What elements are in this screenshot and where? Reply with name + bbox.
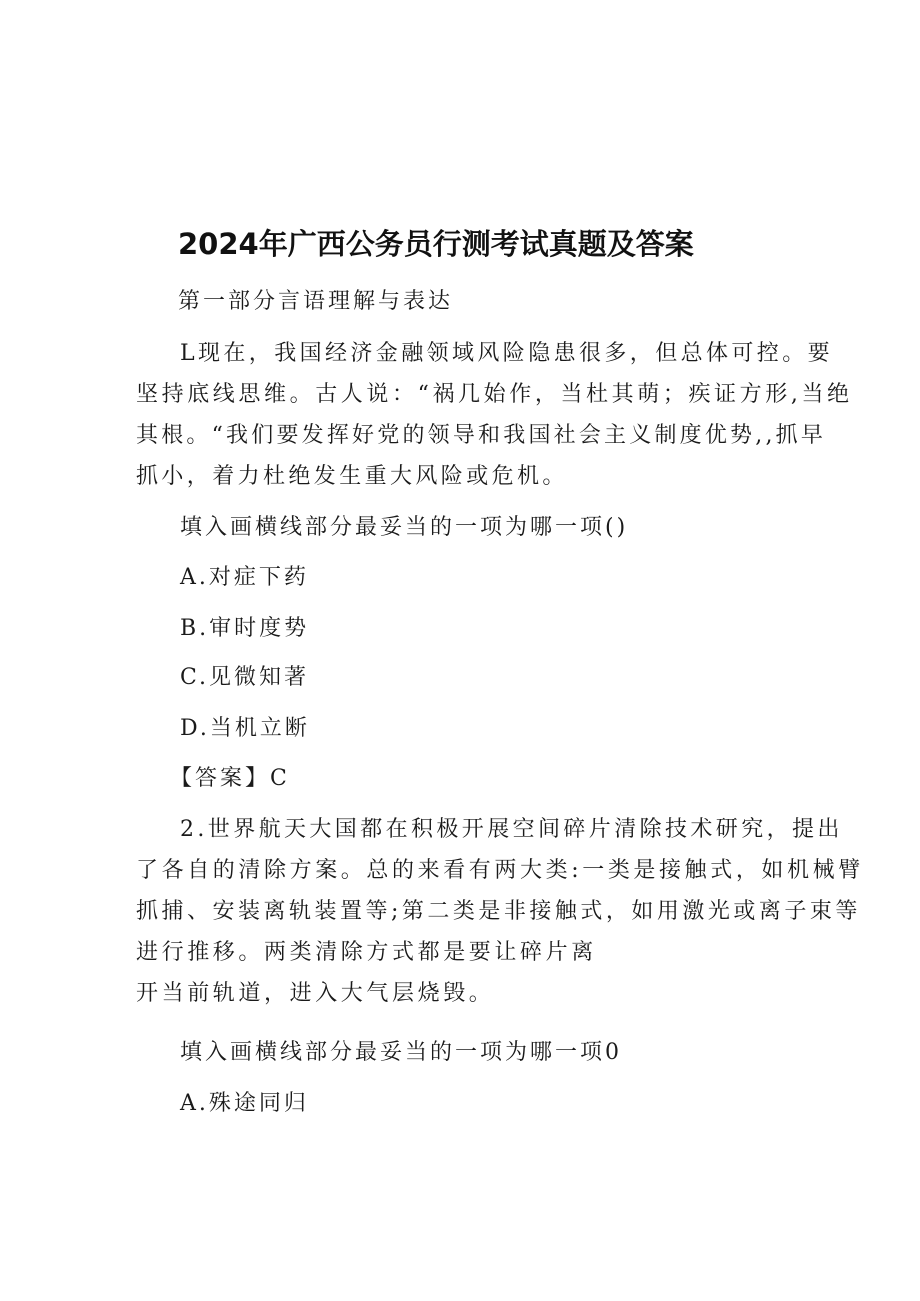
question1-option-c: C.见微知著 bbox=[180, 665, 310, 690]
question1-answer: 【答案】C bbox=[170, 766, 290, 791]
question1-prompt: 填入画横线部分最妥当的一项为哪一项() bbox=[180, 515, 629, 540]
question1-stem-line-3: 其根。“我们要发挥好党的领导和我国社会主义制度优势,,抓早 bbox=[136, 423, 827, 448]
document-title: 2024年广西公务员行测考试真题及答案 bbox=[178, 227, 694, 261]
question1-stem-line-2: 坚持底线思维。古人说：“祸几始作，当杜其萌；疾证方形,当绝 bbox=[136, 382, 853, 407]
question2-option-a: A.殊途同归 bbox=[180, 1091, 309, 1116]
question2-stem-line-3: 抓捕、安装离轨装置等;第二类是非接触式，如用激光或离子束等 bbox=[136, 899, 861, 924]
question1-option-b: B.审时度势 bbox=[180, 616, 310, 641]
question1-option-d: D.当机立断 bbox=[180, 716, 310, 741]
question1-option-a: A.对症下药 bbox=[180, 565, 309, 590]
question2-stem-line-5: 开当前轨道，进入大气层烧毁。 bbox=[136, 981, 495, 1006]
section-heading: 第一部分言语理解与表达 bbox=[178, 289, 454, 314]
question2-stem-line-2: 了各自的清除方案。总的来看有两大类:一类是接触式，如机械臂 bbox=[136, 858, 864, 883]
question2-prompt: 填入画横线部分最妥当的一项为哪一项0 bbox=[180, 1040, 622, 1065]
question1-stem-line-4: 抓小，着力杜绝发生重大风险或危机。 bbox=[136, 464, 568, 489]
question2-stem-line-4: 进行推移。两类清除方式都是要让碎片离 bbox=[136, 940, 597, 965]
question1-stem-line-1: L现在，我国经济金融领域风险隐患很多，但总体可控。要 bbox=[180, 341, 834, 366]
question2-stem-line-1: 2.世界航天大国都在积极开展空间碎片清除技术研究，提出 bbox=[180, 817, 843, 842]
